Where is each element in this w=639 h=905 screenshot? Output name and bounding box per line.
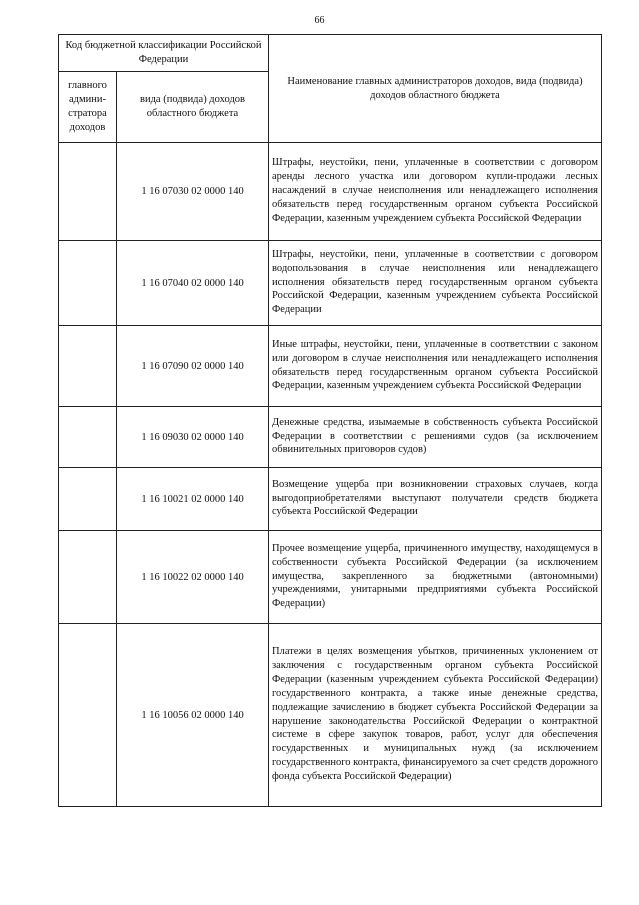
table-row (59, 531, 602, 624)
admin-code-cell (59, 407, 117, 468)
table-row (59, 407, 602, 468)
table-row (59, 468, 602, 531)
income-code-cell: 1 16 07030 02 0000 140 (117, 143, 269, 241)
header-admin-column: главного админи-стратора доходов (59, 72, 117, 143)
admin-code-cell (59, 468, 117, 531)
table-row (59, 624, 602, 807)
income-name-cell: Штрафы, неустойки, пени, уплаченные в соответствии с договором аренды лесного участка или договором купли-продажи лесных насаждений в случае неисполнения или ненадлежащего исполнения обязательств перед государственным органом субъекта Российской Федерации, казенным учреждением субъекта Российской Федерации (269, 143, 602, 241)
table-row (59, 326, 602, 407)
income-code-cell: 1 16 10022 02 0000 140 (117, 531, 269, 624)
budget-classification-table (58, 34, 602, 807)
admin-code-cell (59, 143, 117, 241)
admin-code-cell (59, 531, 117, 624)
header-income-type-column: вида (подвида) доходов областного бюджета (117, 72, 269, 143)
header-budget-code-group: Код бюджетной классификации Российской Федерации (59, 35, 269, 72)
income-name-cell: Штрафы, неустойки, пени, уплаченные в соответствии с договором водопользования в случае неисполнения или ненадлежащего исполнения обязательств перед государственным органом субъекта Российской Федерации, казенным учреждением субъекта Российской Федерации (269, 241, 602, 326)
income-code-cell: 1 16 09030 02 0000 140 (117, 407, 269, 468)
income-code-cell: 1 16 10021 02 0000 140 (117, 468, 269, 531)
income-name-cell: Возмещение ущерба при возникновении страховых случаев, когда выгодоприобретателями выступают получатели средств бюджета субъекта Российской Федерации (269, 468, 602, 531)
header-name-column: Наименование главных администраторов доходов, вида (подвида) доходов областного бюджета (269, 35, 602, 143)
income-code-cell: 1 16 07040 02 0000 140 (117, 241, 269, 326)
income-code-cell: 1 16 07090 02 0000 140 (117, 326, 269, 407)
admin-code-cell (59, 241, 117, 326)
table-row (59, 143, 602, 241)
income-name-cell: Прочее возмещение ущерба, причиненного имуществу, находящемуся в собственности субъекта Российской Федерации (за исключением имущества, закрепленного за бюджетными (автономными) учреждениями, унитарными предприятиями субъекта Российской Федерации) (269, 531, 602, 624)
admin-code-cell (59, 326, 117, 407)
income-name-cell: Денежные средства, изымаемые в собственность субъекта Российской Федерации в соответствии с решениями судов (за исключением обвинительных приговоров судов) (269, 407, 602, 468)
table-row (59, 241, 602, 326)
income-name-cell: Платежи в целях возмещения убытков, причиненных уклонением от заключения с государственным органом субъекта Российской Федерации (казенным учреждением субъекта Российской Федерации) государственного контракта, а также иные денежные средства, подлежащие зачислению в бюджет субъекта Российской Федерации за нарушение законодательства Российской Федерации о контрактной системе в сфере закупок товаров, работ, услуг для обеспечения государственных и муниципальных нужд (за исключением государственного контракта, финансируемого за счет средств дорожного фонда субъекта Российской Федерации) (269, 624, 602, 807)
admin-code-cell (59, 624, 117, 807)
page-number: 66 (314, 15, 325, 26)
income-code-cell: 1 16 10056 02 0000 140 (117, 624, 269, 807)
income-name-cell: Иные штрафы, неустойки, пени, уплаченные в соответствии с законом или договором в случае неисполнения или ненадлежащего исполнения обязательств перед государственным органом субъекта Российской Федерации, казенным учреждением субъекта Российской Федерации (269, 326, 602, 407)
